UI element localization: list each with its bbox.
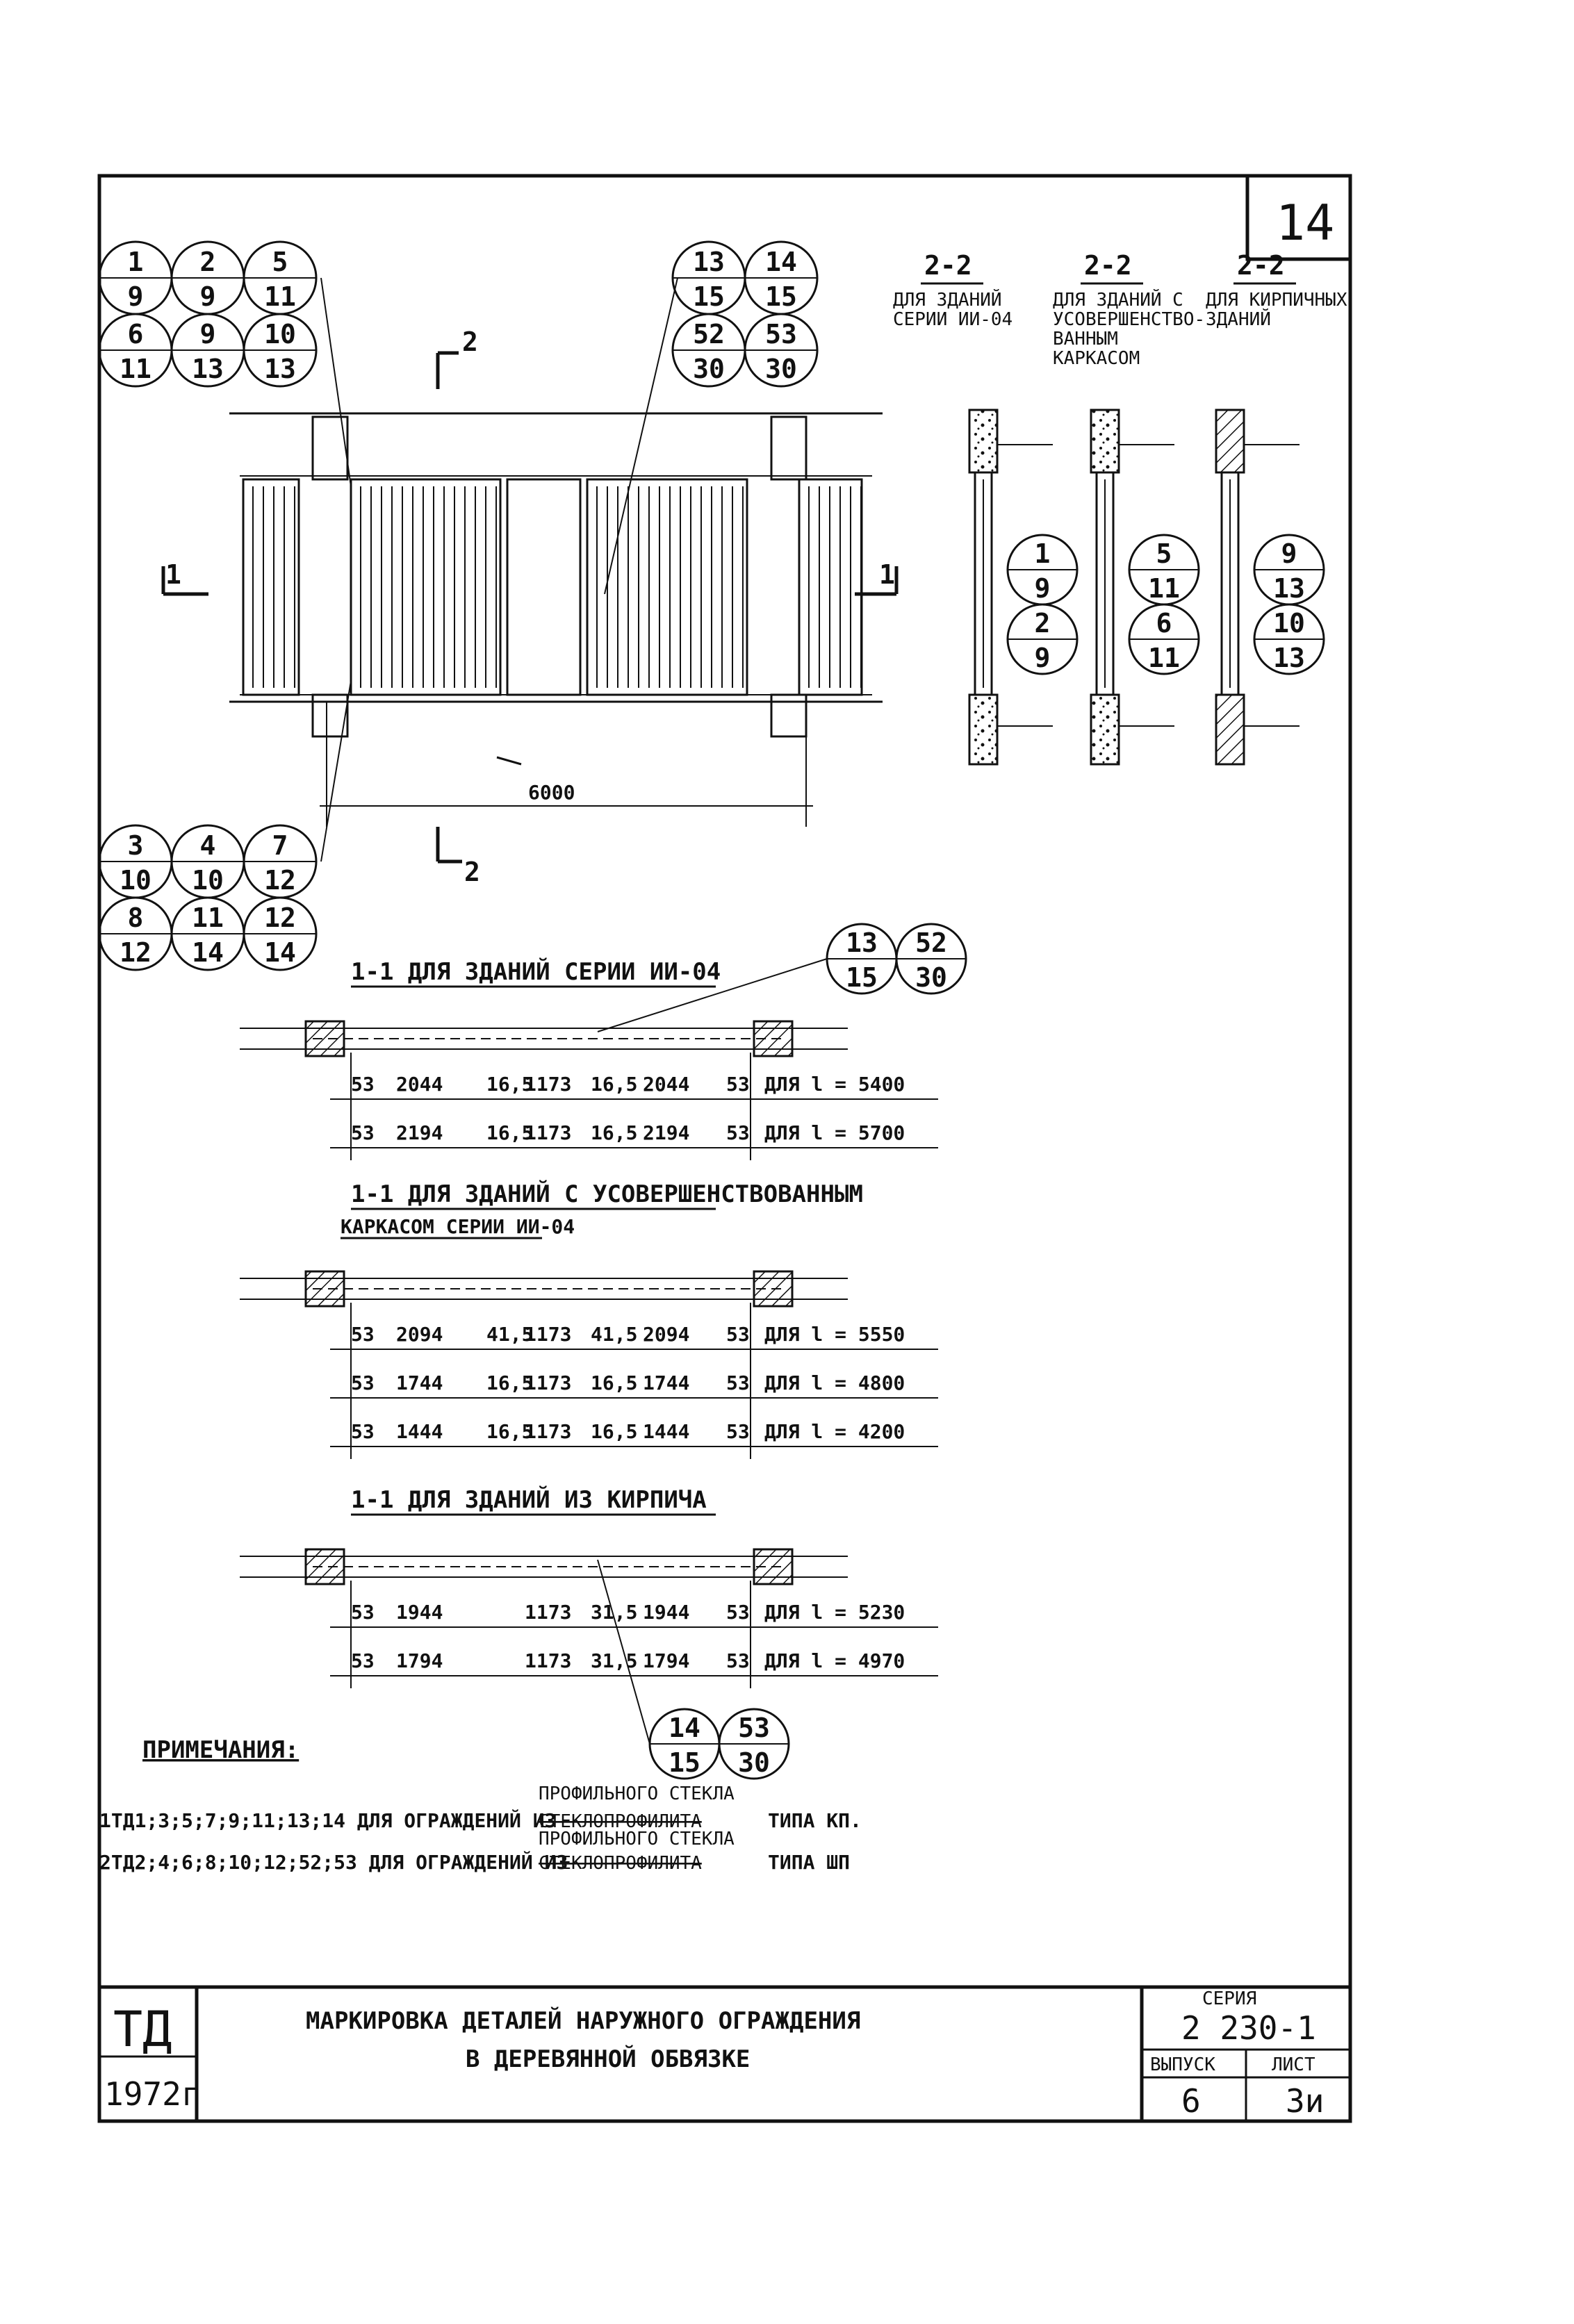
sheet-number: 14 [1276, 195, 1335, 252]
cut-mark-2-bottom: 2 [464, 857, 480, 887]
section-1-1-title: 1-1 ДЛЯ ЗДАНИЙ СЕРИИ ИИ-04 [351, 958, 721, 986]
dimension-row [330, 1121, 938, 1148]
dimension-value: 53 [351, 1649, 375, 1672]
cut-mark-1-right: 1 [879, 559, 895, 590]
dimension-value: 31,5 [591, 1649, 638, 1672]
dimension-value: 41,5 [486, 1323, 534, 1346]
bubble-bottom: 30 [915, 962, 947, 993]
marker-bubble [673, 242, 745, 314]
drawing-title-1: МАРКИРОВКА ДЕТАЛЕЙ НАРУЖНОГО ОГРАЖДЕНИЯ [306, 2007, 861, 2035]
bubble-top: 5 [1156, 538, 1172, 569]
dimension-value: 16,5 [486, 1073, 534, 1096]
dimension-note: ДЛЯ l = 4970 [764, 1649, 905, 1672]
title-block [99, 1987, 1350, 2121]
series-value: 2 230-1 [1181, 2009, 1316, 2047]
dimension-value: 16,5 [486, 1121, 534, 1144]
dimension-value: 1444 [643, 1420, 690, 1443]
dimension-value: 53 [726, 1371, 750, 1394]
section-1-1 [240, 1180, 938, 1459]
marker-bubble [99, 825, 172, 898]
marker-bubble [827, 924, 896, 994]
dimension-value: 16,5 [591, 1420, 638, 1443]
bubble-top: 13 [846, 928, 878, 958]
bubble-top: 1 [1034, 538, 1051, 569]
bubble-top: 4 [199, 830, 216, 861]
dimension-value: 53 [351, 1073, 375, 1096]
dimension-row [330, 1073, 938, 1099]
bubble-bottom: 15 [846, 962, 878, 993]
marker-bubble [896, 924, 966, 994]
note-1-struck: СТЕКЛОПРОФИЛИТА [539, 1811, 702, 1832]
note-1-tail: ТИПА КП. [768, 1809, 862, 1832]
bubble-top: 52 [693, 319, 725, 349]
section-1-1-title: 1-1 ДЛЯ ЗДАНИЙ С УСОВЕРШЕНСТВОВАННЫМ [351, 1180, 863, 1208]
marker-bubble [1254, 535, 1324, 604]
marker-bubble [673, 314, 745, 386]
dimension-value: 1173 [525, 1601, 572, 1624]
bubble-bottom: 12 [120, 937, 151, 968]
dimension-value: 41,5 [591, 1323, 638, 1346]
bubble-bottom: 14 [264, 937, 296, 968]
dimension-value: 2094 [643, 1323, 690, 1346]
marker-bubble [172, 898, 244, 970]
bubble-bottom: 13 [264, 354, 296, 384]
dimension-note: ДЛЯ l = 5550 [764, 1323, 905, 1346]
sheet-value: 3и [1286, 2082, 1325, 2120]
dimension-note: ДЛЯ l = 5400 [764, 1073, 905, 1096]
bubble-bottom: 11 [1148, 643, 1180, 673]
bubble-bottom: 14 [192, 937, 224, 968]
dimension-value: 53 [351, 1121, 375, 1144]
dimension-note: ДЛЯ l = 5700 [764, 1121, 905, 1144]
dimension-note: ДЛЯ l = 5230 [764, 1601, 905, 1624]
bubble-top: 9 [199, 319, 216, 349]
bubble-bottom: 9 [127, 281, 144, 312]
note-1: 1ТД1;3;5;7;9;11;13;14 ДЛЯ ОГРАЖДЕНИЙ ИЗ [99, 1809, 557, 1832]
note-2-struck: СТЕКЛОПРОФИЛИТА [539, 1853, 702, 1874]
dimension-value: 31,5 [591, 1601, 638, 1624]
dimension-value: 16,5 [591, 1121, 638, 1144]
section-2-2-label: 2-2 [1084, 250, 1132, 281]
dimension-value: 16,5 [486, 1420, 534, 1443]
marker-bubble [99, 898, 172, 970]
bubble-top: 10 [1273, 608, 1305, 638]
marker-bubble [172, 242, 244, 314]
dimension-value: 53 [351, 1371, 375, 1394]
sheet-label: ЛИСТ [1272, 2054, 1315, 2075]
note-2-tail: ТИПА ШП [768, 1851, 851, 1874]
dimension-note: ДЛЯ l = 4200 [764, 1420, 905, 1443]
bubble-bottom: 30 [765, 354, 797, 384]
dimension-value: 53 [351, 1420, 375, 1443]
dimension-row [330, 1323, 938, 1349]
dimension-value: 1744 [396, 1371, 443, 1394]
dimension-value: 1173 [525, 1420, 572, 1443]
dimension-value: 1944 [643, 1601, 690, 1624]
dimension-value: 2044 [396, 1073, 443, 1096]
bubble-top: 6 [1156, 608, 1172, 638]
dimension-value: 1794 [396, 1649, 443, 1672]
bubble-top: 52 [915, 928, 947, 958]
dimension-value: 53 [351, 1601, 375, 1624]
bubble-top: 2 [1034, 608, 1051, 638]
dimension-row [330, 1420, 938, 1447]
sections-1-1 [240, 924, 966, 1779]
section-2-2-caption: КАРКАСОМ [1053, 348, 1140, 369]
marker-bubble [244, 242, 316, 314]
dimension-value: 16,5 [591, 1073, 638, 1096]
marker-bubble [1008, 535, 1077, 604]
bubble-top: 3 [127, 830, 144, 861]
dimension-value: 2094 [396, 1323, 443, 1346]
notes-heading: ПРИМЕЧАНИЯ: [142, 1736, 300, 1764]
marker-bubble [99, 314, 172, 386]
section-2-2-caption: ДЛЯ ЗДАНИЙ [893, 290, 1002, 311]
dimension-value: 53 [726, 1420, 750, 1443]
section-1-1-title-2: КАРКАСОМ СЕРИИ ИИ-04 [341, 1215, 575, 1238]
marker-bubble [172, 314, 244, 386]
dimension-value: 16,5 [486, 1371, 534, 1394]
dimension-value: 1173 [525, 1323, 572, 1346]
bubble-group-left-bottom [99, 825, 316, 970]
marker-bubble [1129, 604, 1199, 674]
marker-bubble [244, 825, 316, 898]
marker-bubble [1008, 604, 1077, 674]
bubble-bottom: 10 [120, 865, 151, 896]
marker-bubble [1254, 604, 1324, 674]
dimension-6000: 6000 [528, 781, 575, 804]
marker-bubble [99, 242, 172, 314]
bubble-top: 8 [127, 903, 144, 933]
section-1-1 [240, 924, 966, 1160]
year: 1972г [104, 2075, 201, 2113]
dimension-value: 1173 [525, 1371, 572, 1394]
sections-2-2 [893, 250, 1347, 764]
bubble-bottom: 9 [1034, 643, 1051, 673]
plan-view [99, 242, 896, 970]
bubble-bottom: 30 [693, 354, 725, 384]
dimension-value: 1173 [525, 1073, 572, 1096]
bubble-bottom: 13 [1273, 573, 1305, 604]
note-1-above: ПРОФИЛЬНОГО СТЕКЛА [539, 1783, 735, 1804]
bubble-bottom: 15 [765, 281, 797, 312]
marker-bubble [244, 314, 316, 386]
note-2: 2ТД2;4;6;8;10;12;52;53 ДЛЯ ОГРАЖДЕНИЙ ИЗ [99, 1851, 568, 1874]
bubble-top: 12 [264, 903, 296, 933]
bubble-bottom: 13 [1273, 643, 1305, 673]
marker-bubble [745, 314, 817, 386]
issue-label: ВЫПУСК [1150, 2054, 1215, 2075]
section-2-2-caption: ДЛЯ КИРПИЧНЫХ [1206, 290, 1347, 311]
dimension-row [330, 1649, 938, 1676]
bubble-bottom: 13 [192, 354, 224, 384]
bubble-bottom: 15 [693, 281, 725, 312]
dimension-value: 1173 [525, 1121, 572, 1144]
marker-bubble [244, 898, 316, 970]
section-1-1 [240, 1485, 938, 1779]
section-2-2-caption: СЕРИИ ИИ-04 [893, 309, 1013, 330]
bubble-top: 2 [199, 247, 216, 277]
dimension-value: 1173 [525, 1649, 572, 1672]
bubble-bottom: 15 [669, 1747, 700, 1778]
bubble-top: 1 [127, 247, 144, 277]
dimension-value: 1744 [643, 1371, 690, 1394]
section-2-2-label: 2-2 [1237, 250, 1285, 281]
bubble-top: 5 [272, 247, 288, 277]
section-2-2-caption: ЗДАНИЙ [1206, 309, 1271, 330]
section-2-2-label: 2-2 [924, 250, 972, 281]
bubble-top: 14 [669, 1713, 700, 1743]
bubble-bottom: 11 [264, 281, 296, 312]
note-2-above: ПРОФИЛЬНОГО СТЕКЛА [539, 1829, 735, 1849]
bubble-bottom: 11 [120, 354, 151, 384]
dimension-value: 53 [726, 1649, 750, 1672]
series-label: СЕРИЯ [1202, 1988, 1257, 2009]
bubble-group-left-top [99, 242, 316, 386]
dimension-value: 53 [726, 1601, 750, 1624]
bubble-top: 14 [765, 247, 797, 277]
dimension-value: 1794 [643, 1649, 690, 1672]
bubble-bottom: 9 [199, 281, 216, 312]
dimension-row [330, 1601, 938, 1627]
dimension-value: 53 [726, 1121, 750, 1144]
dimension-value: 1444 [396, 1420, 443, 1443]
dimension-value: 53 [726, 1323, 750, 1346]
marker-bubble [650, 1709, 719, 1779]
issue-value: 6 [1181, 2082, 1201, 2120]
marker-bubble [745, 242, 817, 314]
bubble-bottom: 10 [192, 865, 224, 896]
logo-td: ТД [113, 2001, 172, 2058]
drawing-title-2: В ДЕРЕВЯННОЙ ОБВЯЗКЕ [466, 2045, 751, 2073]
dimension-value: 1944 [396, 1601, 443, 1624]
section-2-2-caption: ДЛЯ ЗДАНИЙ С [1053, 290, 1183, 311]
bubble-bottom: 11 [1148, 573, 1180, 604]
bubble-top: 9 [1281, 538, 1297, 569]
dimension-row [330, 1371, 938, 1398]
bubble-bottom: 30 [738, 1747, 770, 1778]
dimension-note: ДЛЯ l = 4800 [764, 1371, 905, 1394]
section-2-2-caption: УСОВЕРШЕНСТВО- [1053, 309, 1206, 330]
bubble-bottom: 9 [1034, 573, 1051, 604]
section-1-1-title: 1-1 ДЛЯ ЗДАНИЙ ИЗ КИРПИЧА [351, 1486, 707, 1514]
bubble-top: 7 [272, 830, 288, 861]
bubble-top: 53 [765, 319, 797, 349]
marker-bubble [1129, 535, 1199, 604]
section-2-2-caption: ВАННЫМ [1053, 329, 1118, 349]
cut-mark-1-left: 1 [165, 559, 181, 590]
marker-bubble [719, 1709, 789, 1779]
dimension-value: 53 [351, 1323, 375, 1346]
bubble-top: 13 [693, 247, 725, 277]
dimension-value: 53 [726, 1073, 750, 1096]
bubble-top: 10 [264, 319, 296, 349]
dimension-value: 16,5 [591, 1371, 638, 1394]
bubble-group-top-right [673, 242, 817, 386]
bubble-top: 6 [127, 319, 144, 349]
dimension-value: 2044 [643, 1073, 690, 1096]
marker-bubble [172, 825, 244, 898]
dimension-value: 2194 [643, 1121, 690, 1144]
bubble-top: 53 [738, 1713, 770, 1743]
bubble-bottom: 12 [264, 865, 296, 896]
cut-mark-2-top: 2 [462, 327, 478, 357]
bubble-top: 11 [192, 903, 224, 933]
dimension-value: 2194 [396, 1121, 443, 1144]
